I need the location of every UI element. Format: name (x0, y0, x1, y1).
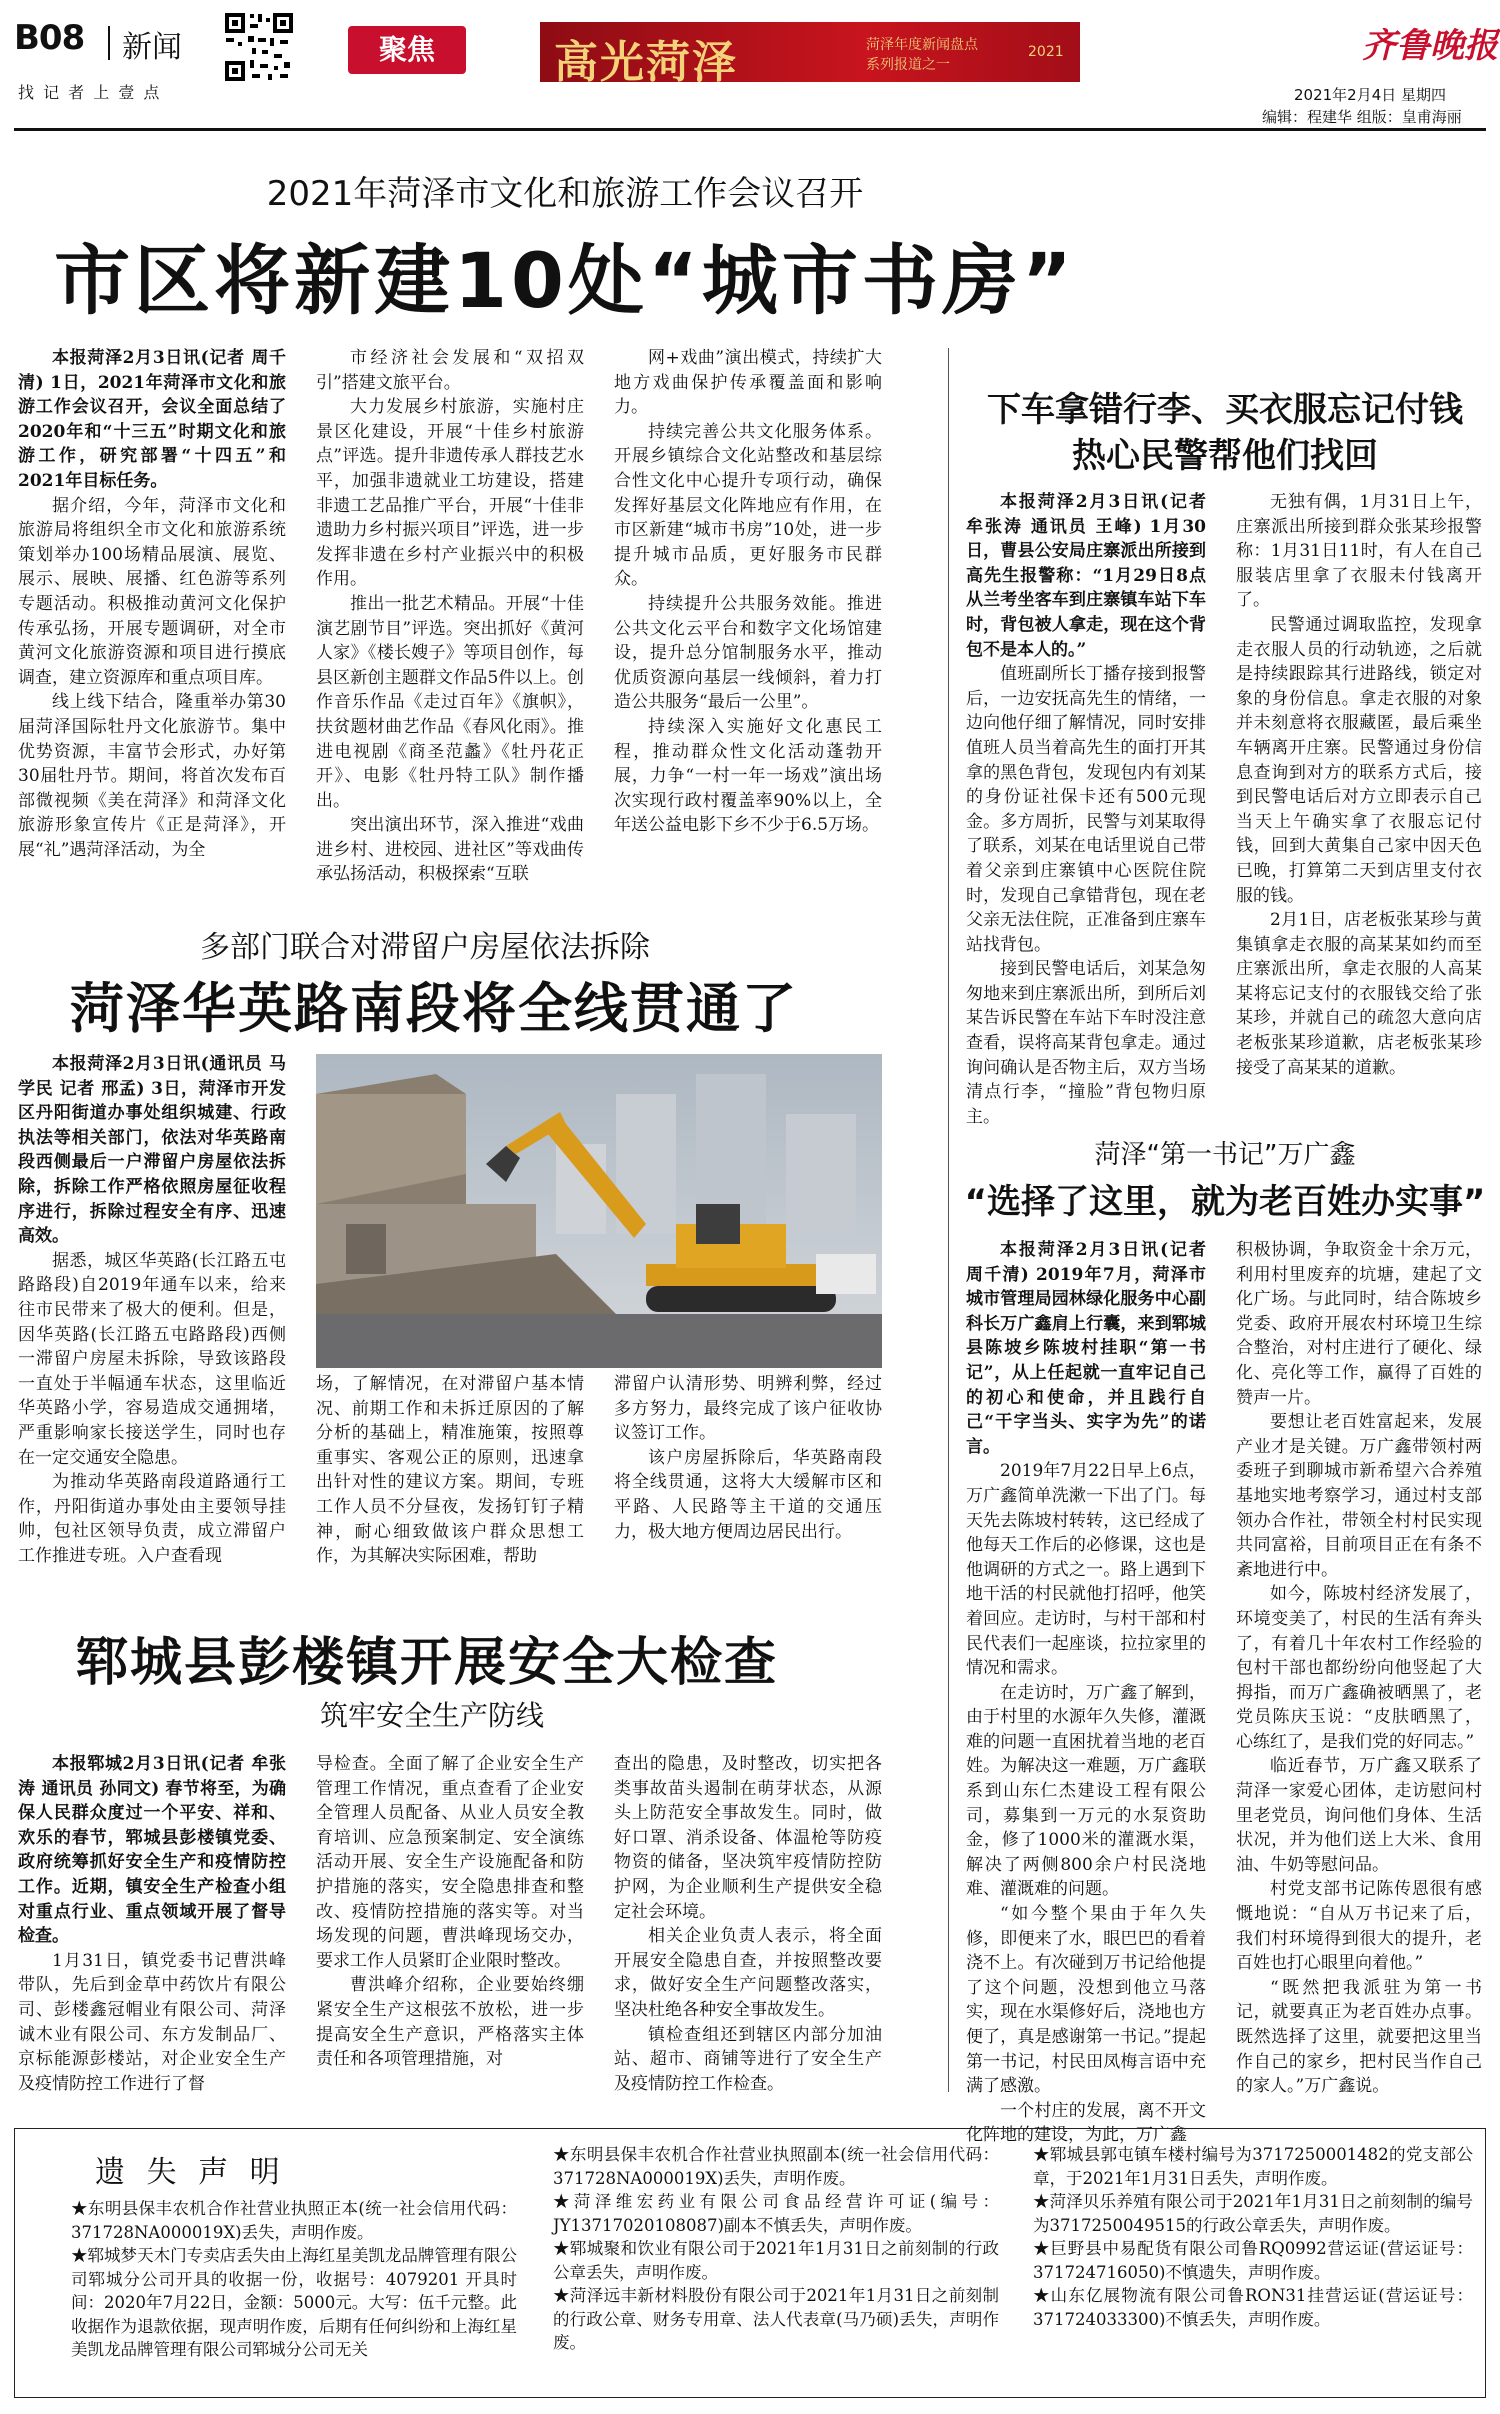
a5-p1: 本报郓城2月3日讯(记者 牟张涛 通讯员 孙同文) 春节将至，为确保人民群众度过一个平安、祥和、欢乐的春节，郓城县彭楼镇党委、政府统筹抓好安全生产和疫情防控工作。近期，镇安全生产检查小组对重点行业、重点领域开展了督导检查。 (18, 1754, 286, 1947)
a3-col2 (316, 1372, 584, 1572)
focus-tag-label: 聚焦 (378, 33, 435, 66)
a5-col1 (18, 1752, 286, 2100)
a4-p9: 临近春节，万广鑫又联系了菏泽一家爱心团体，走访慰问村里老党员，询问他们身体、生活状况，并为他们送上大米、食用油、牛奶等慰问品。 (1236, 1756, 1482, 1875)
notice-item: ★巨野县中易配货有限公司鲁RQ0992营运证(营运证号：371724716050)不慎遗失，声明作废。 (1033, 2239, 1473, 2282)
notice-item: ★东明县保丰农机合作社营业执照副本(统一社会信用代码：371728NA000019X)丢失，声明作废。 (553, 2145, 999, 2188)
a5-p2: 1月31日，镇党委书记曹洪峰带队，先后到金草中药饮片有限公司、彭楼鑫冠帽业有限公司、菏泽诚木业有限公司、东方发制品厂、京标能源彭楼站，对企业安全生产及疫情防控工作进行了督 (18, 1950, 286, 2094)
a3-col1 (18, 1052, 286, 1572)
a1-p3: 线上线下结合，隆重举办第30届菏泽国际牡丹文化旅游节。集中优势资源，丰富节会形式，办好第30届牡丹节。期间，将首次发布百部微视频《美在菏泽》和菏泽文化旅游形象宣传片《正是菏泽》，开展“礼”遇菏泽活动，为全 (18, 692, 286, 860)
issue-date: 2021年2月4日 星期四 (1294, 86, 1447, 104)
a1-p2: 据介绍，今年，菏泽市文化和旅游局将组织全市文化和旅游系统策划举办100场精品展演、展览、展示、展映、展播、红色游等系列专题活动。积极推动黄河文化保护传承弘扬，开展专题调研，对全市黄河文化旅游资源和项目进行摸底调查，建立资源库和重点项目库。 (18, 495, 286, 688)
lost-notice-box (14, 2128, 1486, 2398)
a4-p5: 一个村庄的发展，离不开文化阵地的建设，为此，万广鑫 (966, 2100, 1206, 2146)
a1-p7: 突出演出环节，深入推进“戏曲进乡村、进校园、进社区”等戏曲传承弘扬活动，积极探索“互联 (316, 815, 584, 885)
a1-p8: 网+戏曲”演出模式，持续扩大地方戏曲保护传承覆盖面和影响力。 (614, 348, 882, 418)
a1-title: 市区将新建10处“城市书房” (54, 236, 1076, 325)
page-number: B08 (14, 18, 85, 58)
masthead-rule (14, 128, 1486, 131)
a3-p6: 该户房屋拆除后，华英路南段将全线贯通，这将大大缓解市区和平路、人民路等主干道的交通压力，极大地方便周边居民出行。 (614, 1447, 882, 1542)
banner-title: 高光菏泽 (554, 37, 738, 88)
a1-p10: 持续提升公共服务效能。推进公共文化云平台和数字文化场馆建设，提升总分馆制服务水平，推动优质资源向基层一线倾斜，着力打造公共服务“最后一公里”。 (614, 593, 882, 713)
a5-p5: 查出的隐患，及时整改，切实把各类事故苗头遏制在萌芽状态，从源头上防范安全事故发生。同时，做好口罩、消杀设备、体温枪等防疫物资的储备，坚决筑牢疫情防控防护网，为企业顺利生产提供安全稳定社会环境。 (614, 1754, 882, 1922)
a2-p3: 接到民警电话后，刘某急匆匆地来到庄寨派出所，到所后刘某告诉民警在车站下车时没注意查看，误将高某背包拿走。通过询问确认是否物主后，双方当场清点行李，“撞脸”背包物归原主。 (966, 959, 1206, 1127)
a5-col3 (614, 1752, 882, 2100)
a4-p11: “既然把我派驻为第一书记，就要真正为老百姓办点事。既然选择了这里，就要把这里当作自己的家乡，把村民当作自己的家人。”万广鑫说。 (1236, 1977, 1482, 2097)
a5-p3: 导检查。全面了解了企业安全生产管理工作情况，重点查看了企业安全管理人员配备、从业人员安全教育培训、应急预案制定、安全演练活动开展、安全生产设施配备和防护措施的落实，安全隐患排查和整改、疫情防控措施的落实等。对当场发现的问题，曹洪峰现场交办，要求工作人员紧盯企业限时整改。 (316, 1754, 584, 1971)
banner-sub1: 菏泽年度新闻盘点 (866, 37, 978, 53)
a1-p11: 持续深入实施好文化惠民工程，推动群众性文化活动蓬勃开展，力争“一村一年一场戏”演出场次实现行政村覆盖率90%以上，全年送公益电影下乡不少于6.5万场。 (614, 716, 882, 836)
a3-title: 菏泽华英路南段将全线贯通了 (70, 977, 798, 1040)
a3-col3 (614, 1372, 882, 1572)
a3-p4: 场，了解情况，在对滞留户基本情况、前期工作和未拆迁原因的了解分析的基础上，精准施策，按照尊重事实、客观公正的原则，迅速拿出针对性的建议方案。期间，专班工作人员不分昼夜，发扬钉钉子精神，耐心细致做该户群众思想工作，为其解决实际困难，帮助 (316, 1374, 584, 1567)
a4-p6: 积极协调，争取资金十余万元，利用村里废弃的坑塘，建起了文化广场。与此同时，结合陈坡乡党委、政府开展农村环境卫生综合整治，对村庄进行了硬化、绿化、亮化等工作，赢得了百姓的赞声一片。 (1236, 1240, 1482, 1408)
a4-p3: 在走访时，万广鑫了解到，由于村里的水源年久失修，灌溉难的问题一直困扰着当地的老百姓。为解决这一难题，万广鑫联系到山东仁杰建设工程有限公司，募集到一万元的水泵资助金，修了1000米的灌溉水渠，解决了两侧800余户村民浇地难、灌溉难的问题。 (966, 1682, 1206, 1900)
notice-item: ★东明县保丰农机合作社营业执照正本(统一社会信用代码：371728NA000019X)丢失，声明作废。 (71, 2199, 517, 2242)
a2-col1 (966, 490, 1206, 1146)
a4-col2 (1236, 1238, 1482, 2097)
a2-p6: 2月1日，店老板张某珍与黄集镇拿走衣服的高某某如约而至庄寨派出所，拿走衣服的人高某某将忘记支付的衣服钱交给了张某珍，并就自己的疏忽大意向店老板张某珍道歉，店老板张某珍接受了高某某的道歉。 (1236, 910, 1482, 1078)
a3-kicker: 多部门联合对滞留户房屋依法拆除 (200, 930, 650, 965)
a4-p1: 本报菏泽2月3日讯(记者 周千清) 2019年7月，菏泽市城市管理局园林绿化服务中心副科长万广鑫肩上行囊，来到郓城县陈坡乡陈坡村挂职“第一书记”，从上任起就一直牢记自己的初心和使命，并且践行自己“干字当头、实字为先”的诺言。 (966, 1240, 1206, 1457)
a5-title: 郓城县彭楼镇开展安全大检查 (76, 1633, 779, 1693)
a5-subtitle: 筑牢安全生产防线 (320, 1699, 545, 1732)
a4-title: “选择了这里，就为老百姓办实事” (964, 1182, 1486, 1222)
a2-p5: 民警通过调取监控，发现拿走衣服人员的行动轨迹，之后就是持续跟踪其行进路线，锁定对象的身份信息。拿走衣服的对象并未刻意将衣服藏匿，最后乘坐车辆离开庄寨。民警通过身份信息查询到对方的联系方式后，接到民警电话后对方立即表示自己当天上午确实拿了衣服忘记付钱，回到大黄集自己家中因天色已晚，打算第二天到店里支付衣服的钱。 (1236, 614, 1482, 906)
a2-p4: 无独有偶，1月31日上午，庄寨派出所接到群众张某珍报警称：1月31日11时，有人在自己服装店里拿了衣服未付钱离开了。 (1236, 492, 1482, 611)
a3-p3: 为推动华英路南段道路通行工作，丹阳街道办事处由主要领导挂帅，包社区领导负责，成立滞留户工作推进专班。入户查看现 (18, 1472, 286, 1566)
a4-p7: 要想让老百姓富起来，发展产业才是关键。万广鑫带领村两委班子到聊城市新希望六合养殖基地实地考察学习，通过村支部领办合作社，带领全村村民实现共同富裕，目前项目正在有条不紊地进行中。 (1236, 1412, 1482, 1580)
excavator-photo (316, 1054, 882, 1368)
a4-kicker: 菏泽“第一书记”万广鑫 (1094, 1140, 1356, 1170)
a5-p6: 相关企业负责人表示，将全面开展安全隐患自查，并按照整改要求，做好安全生产问题整改落实，坚决杜绝各种安全事故发生。 (614, 1926, 882, 2020)
a5-col2 (316, 1752, 584, 2100)
a4-p10: 村党支部书记陈传恩很有感慨地说：“自从万书记来了后，我们村环境得到很大的提升，老百姓也打心眼里向着他。” (1236, 1879, 1482, 1974)
a1-p4: 市经济社会发展和“双招双引”搭建文旅平台。 (316, 348, 584, 393)
a4-p2: 2019年7月22日早上6点，万广鑫简单洗漱一下出了门。每天先去陈坡村转转，这已经成了他每天工作后的必修课，这也是他调研的方式之一。路上遇到下地干活的村民就他打招呼，他笑着回应。走访时，与村干部和村民代表们一起座谈，拉拉家里的情况和需求。 (966, 1461, 1206, 1679)
focus-tag (348, 26, 466, 74)
a4-p4: “如今整个果由于年久失修，即便来了水，眼巴巴的看着浇不上。有次碰到万书记给他提了这个问题，没想到他立马落实，现在水渠修好后，浇地也方便了，真是感谢第一书记。”提起第一书记，村民田凤梅言语中充满了感激。 (966, 1904, 1206, 2097)
a5-p4: 曹洪峰介绍称，企业要始终绷紧安全生产这根弦不放松，进一步提高安全生产意识，严格落实主体责任和各项管理措施，对 (316, 1975, 584, 2070)
a2-col2 (1236, 490, 1482, 1146)
a1-col3 (614, 346, 882, 866)
masthead-divider (108, 26, 110, 60)
slogan: 找 记 者 上 壹 点 (18, 83, 162, 102)
lost-notice-title: 遗 失 声 明 (95, 2155, 286, 2190)
notice-item: ★菏泽贝乐养殖有限公司于2021年1月31日之前刻制的编号为3717250049515的行政公章丢失，声明作废。 (1033, 2192, 1473, 2235)
a1-col2 (316, 346, 584, 885)
notice-item: ★郓城县郭屯镇车楼村编号为3717250001482的党支部公章，于2021年1月31日丢失，声明作废。 (1033, 2145, 1473, 2188)
notice-col2 (553, 2143, 999, 2393)
a3-p1: 本报菏泽2月3日讯(通讯员 马学民 记者 邢孟) 3日，菏泽市开发区丹阳街道办事处组织城建、行政执法等相关部门，依法对华英路南段西侧最后一户滞留户房屋依法拆除，拆除工作严格依照房屋征收程序进行，拆除过程安全有序、迅速高效。 (18, 1054, 286, 1247)
a2-title2: 热心民警帮他们找回 (1072, 436, 1378, 476)
banner-year: 2021 (1028, 44, 1064, 60)
a2-p2: 值班副所长丁播存接到报警后，一边安抚高先生的情绪，一边向他仔细了解情况，同时安排值班人员当着高先生的面打开其拿的黑色背包，发现包内有刘某的身份证社保卡还有500元现金。多方周折，民警与刘某取得了联系，刘某在电话里说自己带着父亲到庄寨镇中心医院住院时，发现自己拿错背包，现在老父亲无法住院，正准备到庄寨车站找背包。 (966, 664, 1206, 955)
a4-p8: 如今，陈坡村经济发展了，环境变美了，村民的生活有奔头了，有着几十年农村工作经验的包村干部也都纷纷向他竖起了大拇指，而万广鑫确被晒黑了，老党员陈庆玉说：“皮肤晒黑了，心练红了，是我们党的好同志。” (1236, 1584, 1482, 1752)
a1-p6: 推出一批艺术精品。开展“十佳演艺剧节目”评选。突出抓好《黄河人家》《楼长嫂子》等项目创作，每县区新创主题群文作品5件以上。创作音乐作品《走过百年》《旗帜》，扶贫题材曲艺作品《春风化雨》。推进电视剧《商圣范蠡》《牡丹花正开》、电影《牡丹特工队》制作播出。 (316, 593, 584, 811)
a1-kicker: 2021年菏泽市文化和旅游工作会议召开 (266, 174, 864, 214)
section-name: 新闻 (122, 30, 182, 65)
column-banner (540, 22, 1080, 88)
a1-p9: 持续完善公共文化服务体系。开展乡镇综合文化站整改和基层综合性文化中心提升专项行动，确保发挥好基层文化阵地应有作用，在市区新建“城市书房”10处，进一步提升城市品质，更好服务市民群众。 (614, 421, 882, 590)
notice-item: ★郓城梦天木门专卖店丢失由上海红星美凯龙品牌管理有限公司郓城分公司开具的收据一份，收据号：4079201 开具时间：2020年7月22日，金额：5000元。大写：伍千元整。此收据作为退款依据，现声明作废，后期有任何纠纷和上海红星美凯龙品牌管理有限公司郓城分公司无关 (71, 2246, 517, 2359)
notice-col1 (71, 2197, 517, 2393)
a3-p5: 滞留户认清形势、明辨利弊，经过多方努力，最终完成了该户征收协议签订工作。 (614, 1374, 882, 1444)
a3-p2: 据悉，城区华英路(长江路五屯路路段)自2019年通车以来，给来往市民带来了极大的便利。但是，因华英路(长江路五屯路路段)西侧一滞留户房屋未拆除，导致该路段一直处于半幅通车状态，这里临近华英路小学，容易造成交通拥堵，严重影响家长接送学生，同时也存在一定交通安全隐患。 (18, 1250, 286, 1468)
a4-col1 (966, 1238, 1206, 2146)
a1-p5: 大力发展乡村旅游，实施村庄景区化建设，开展“十佳乡村旅游点”评选。提升非遗传承人群技艺水平，加强非遗就业工坊建设，搭建非遗工艺品推广平台，开展“十佳非遗助力乡村振兴项目”评选，进一步发挥非遗在乡村产业振兴中的积极作用。 (316, 397, 584, 590)
editor-credit: 编辑：程建华 组版：皇甫海丽 (1262, 108, 1462, 126)
a1-p1: 本报菏泽2月3日讯(记者 周千清) 1日，2021年菏泽市文化和旅游工作会议召开，会议全面总结了2020年和“十三五”时期文化和旅游工作，研究部署“十四五”和2021年目标任务。 (18, 348, 286, 491)
paper-logo: 齐鲁晚报 (1362, 26, 1498, 66)
notice-item: ★菏泽维宏药业有限公司食品经营许可证(编号：JY13717020108087)副本不慎丢失，声明作废。 (553, 2192, 999, 2235)
qr-code-icon (222, 10, 296, 84)
notice-item: ★菏泽远丰新材料股份有限公司于2021年1月31日之前刻制的行政公章、财务专用章、法人代表章(马乃硕)丢失，声明作废。 (553, 2286, 999, 2352)
notice-col3 (1033, 2143, 1473, 2393)
a2-p1: 本报菏泽2月3日讯(记者 牟张涛 通讯员 王峰) 1月30日，曹县公安局庄寨派出所接到高先生报警称：“1月29日8点从兰考坐客车到庄寨镇车站下车时，背包被人拿走，现在这个背包不是本人的。” (966, 492, 1206, 660)
banner-sub2: 系列报道之一 (866, 57, 950, 73)
notice-item: ★郓城聚和饮业有限公司于2021年1月31日之前刻制的行政公章丢失，声明作废。 (553, 2239, 999, 2282)
a2-title: 下车拿错行李、买衣服忘记付钱 (987, 390, 1463, 430)
a5-p7: 镇检查组还到辖区内部分加油站、超市、商铺等进行了安全生产及疫情防控工作检查。 (614, 2024, 882, 2094)
notice-item: ★山东亿展物流有限公司鲁RON31挂营运证(营运证号：371724033300)不慎丢失，声明作废。 (1033, 2286, 1473, 2329)
column-divider (948, 348, 949, 2092)
a1-col1 (18, 346, 286, 866)
